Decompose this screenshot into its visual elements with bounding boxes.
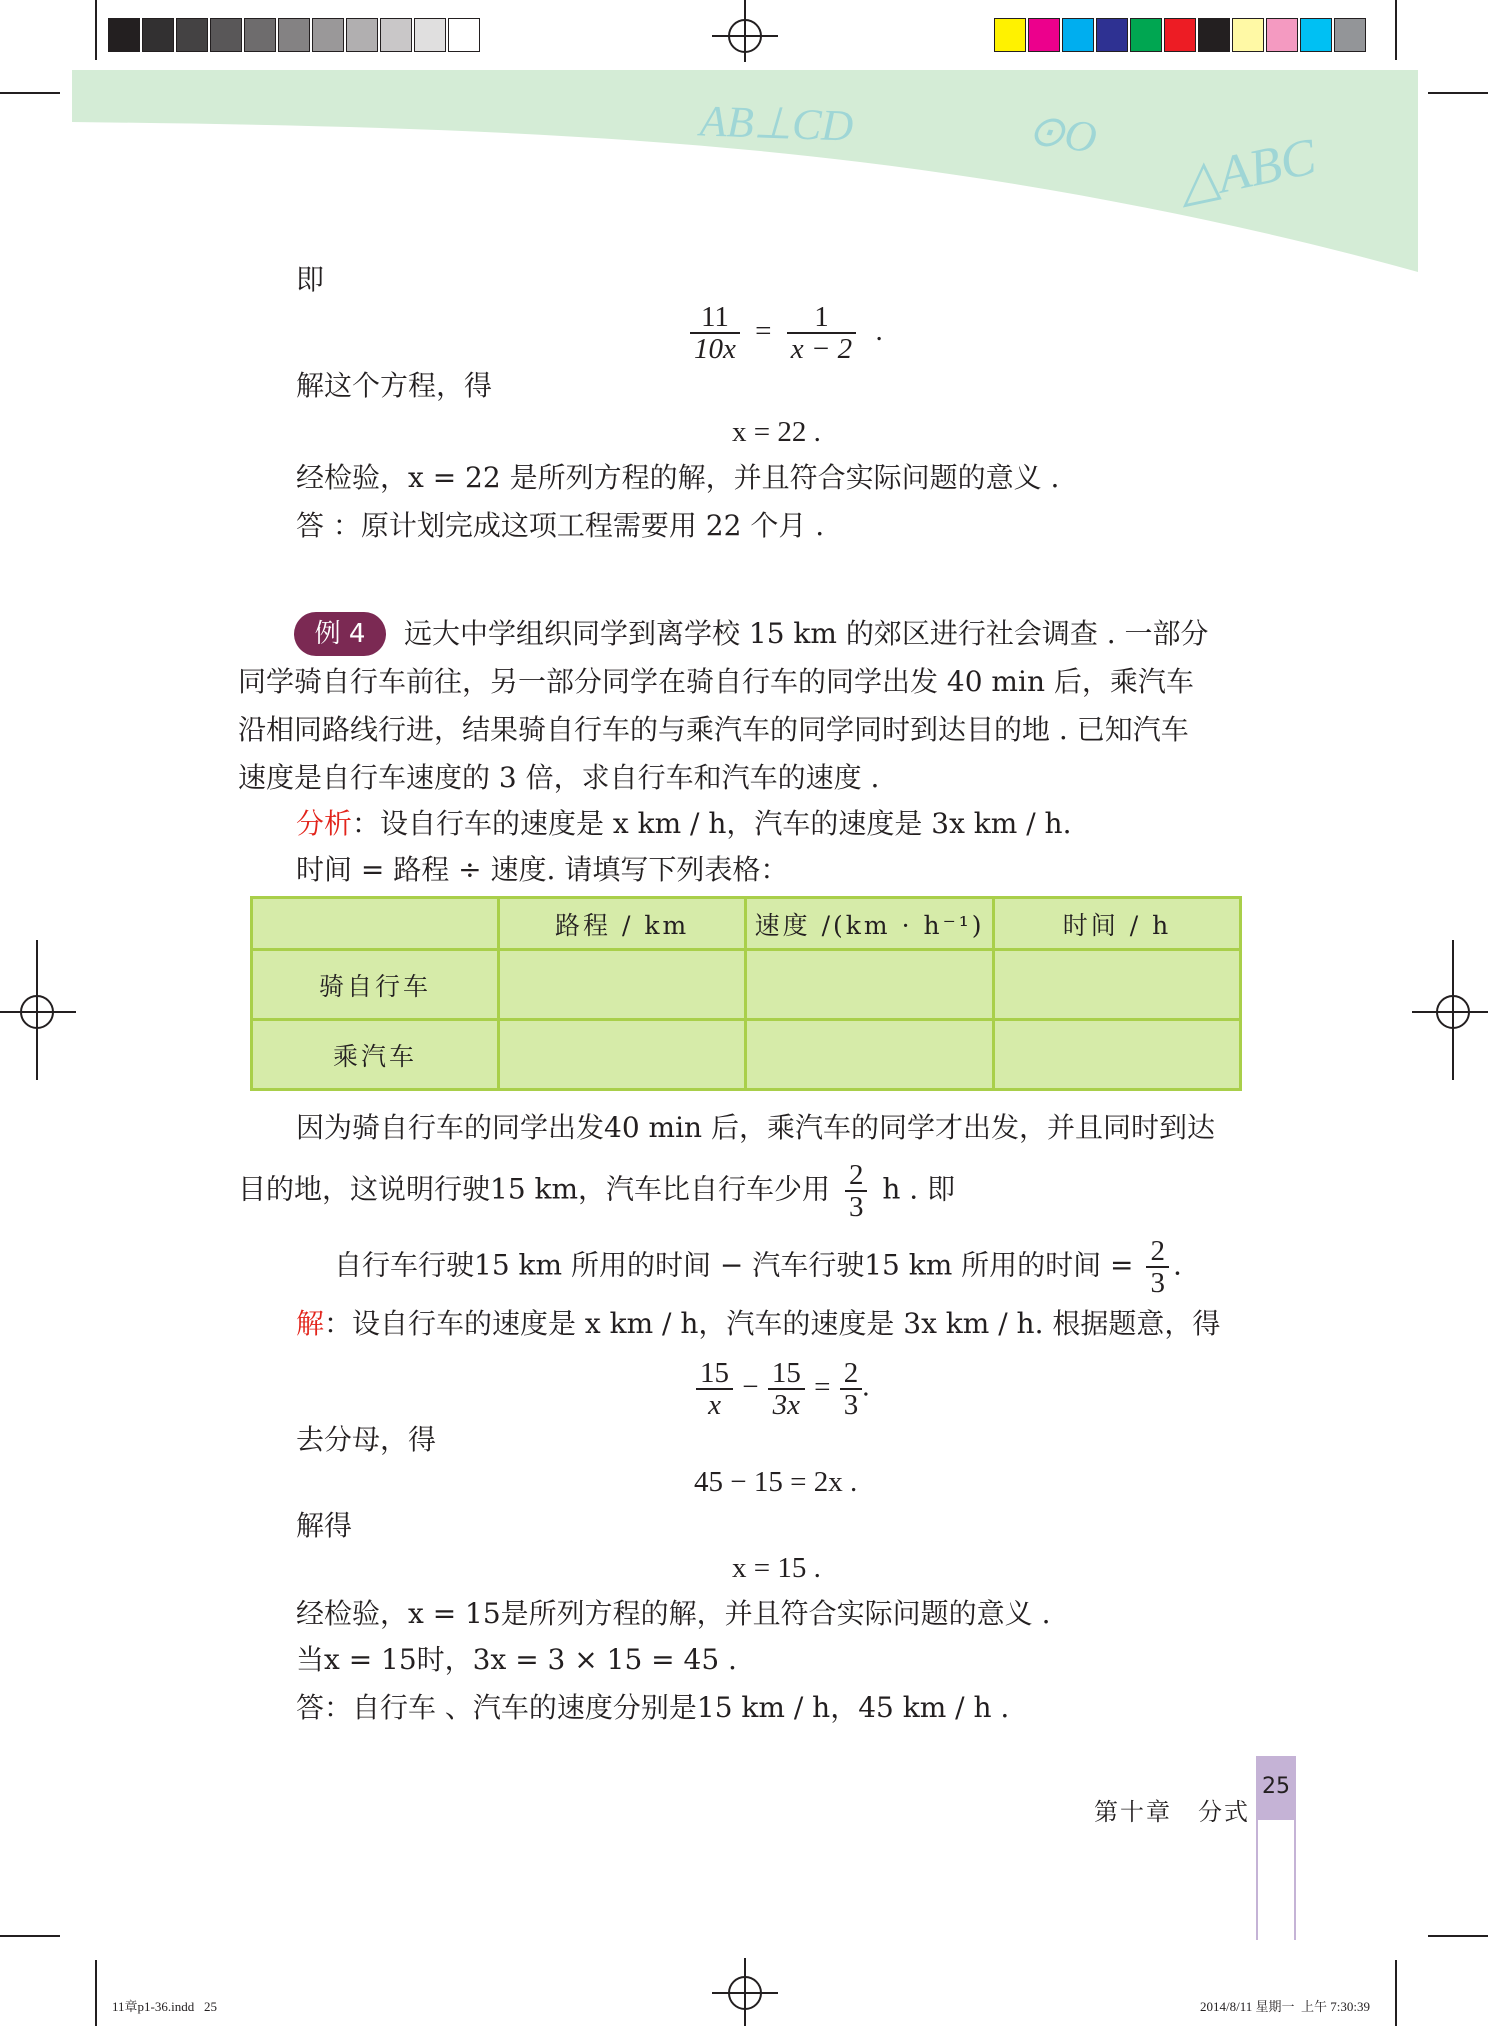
solution-text: ：设自行车的速度是 x km / h，汽车的速度是 3x km / h. 根据题意，得	[324, 1307, 1221, 1340]
analysis-label: 分析	[296, 807, 353, 840]
table-cell[interactable]	[746, 1020, 994, 1090]
solve-line: 解这个方程，得	[296, 369, 493, 402]
reasoning-line-3-text: 自行车行驶15 km 所用的时间 − 汽车行驶15 km 所用的时间 =	[334, 1248, 1134, 1282]
eq1-lhs-denominator: 10x	[694, 333, 736, 365]
header-symbol-circle: ⊙O	[1024, 104, 1100, 163]
equation-3: 45 − 15 = 2x .	[694, 1466, 858, 1498]
eq2-tail: .	[862, 1370, 870, 1403]
page-number: 25	[1262, 1774, 1290, 1799]
check-2: 经检验，x = 15是所列方程的解，并且符合实际问题的意义 .	[296, 1597, 1051, 1630]
table-row-label: 骑自行车	[252, 950, 499, 1020]
solution-line	[296, 1306, 1220, 1342]
table-header-cell: 速度 /(km · h⁻¹)	[746, 898, 994, 950]
check-1: 经检验，x = 22 是所列方程的解，并且符合实际问题的意义 .	[296, 461, 1060, 494]
answer-1: 答 ：原计划完成这项工程需要用 22 个月 .	[296, 509, 825, 542]
example-line-2: 同学骑自行车前往，另一部分同学在骑自行车的同学出发 40 min 后，乘汽车	[238, 665, 1194, 698]
table-header-cell: 路程 / km	[498, 898, 745, 950]
example-badge: 例 4	[294, 612, 386, 656]
example-line-4: 速度是自行车速度的 3 倍，求自行车和汽车的速度 .	[238, 761, 880, 794]
fraction-denominator: 3	[848, 1191, 864, 1223]
fraction-numerator: 2	[845, 1160, 868, 1192]
fill-in-table	[250, 896, 1242, 1091]
table-header-cell: 时间 / h	[993, 898, 1240, 950]
eq2-a-denominator: x	[708, 1389, 721, 1421]
header-symbol-triangle: △ABC	[1173, 128, 1321, 213]
table-cell[interactable]	[746, 950, 994, 1020]
example-line-3: 沿相同路线行进，结果骑自行车的与乘汽车的同学同时到达目的地 . 已知汽车	[238, 713, 1189, 746]
reasoning-line-3	[334, 1236, 1182, 1298]
header-symbol-perpendicular: AB⊥CD	[699, 96, 855, 151]
table-cell[interactable]	[498, 950, 745, 1020]
analysis-text: ：设自行车的速度是 x km / h，汽车的速度是 3x km / h.	[352, 807, 1072, 840]
reasoning-line-2-tail: h . 即	[882, 1172, 956, 1206]
eq2-a-numerator: 15	[696, 1358, 733, 1390]
fraction-denominator: 3	[1150, 1267, 1165, 1299]
table-header-row	[252, 898, 1241, 950]
file-info: 11章p1-36.indd 25	[112, 1999, 217, 2014]
print-timestamp: 2014/8/11 星期一 上午 7:30:39	[1200, 1999, 1370, 2014]
eq2-b-denominator: 3x	[772, 1389, 801, 1421]
reasoning-line-2-text: 目的地，这说明行驶15 km，汽车比自行车少用	[238, 1172, 831, 1206]
analysis-line-2: 时间 = 路程 ÷ 速度. 请填写下列表格：	[296, 853, 789, 886]
eq2-equals: =	[814, 1370, 831, 1403]
table-cell[interactable]	[993, 950, 1240, 1020]
example-line-1: 远大中学组织同学到离学校 15 km 的郊区进行社会调查 . 一部分	[404, 617, 1209, 650]
equation-2	[696, 1358, 869, 1420]
analysis-line	[296, 806, 1072, 842]
table-header-cell	[252, 898, 499, 950]
fraction-two-thirds	[1146, 1236, 1169, 1298]
table-row	[252, 950, 1241, 1020]
when-line: 当x = 15时，3x = 3 × 15 = 45 .	[296, 1643, 737, 1676]
reasoning-line-1: 因为骑自行车的同学出发40 min 后，乘汽车的同学才出发，并且同时到达	[296, 1111, 1215, 1144]
table-cell[interactable]	[498, 1020, 745, 1090]
step-1: 去分母，得	[296, 1423, 437, 1456]
step-2: 解得	[296, 1509, 353, 1542]
eq1-rhs-denominator: x − 2	[790, 333, 853, 365]
eq2-b-numerator: 15	[768, 1358, 805, 1390]
eq1-tail: .	[875, 314, 883, 347]
page-tab-line	[1256, 1820, 1296, 1940]
eq1-lhs-numerator: 11	[690, 302, 740, 334]
reasoning-line-2	[238, 1160, 955, 1222]
reasoning-line-3-tail: .	[1172, 1248, 1182, 1282]
table-row	[252, 1020, 1241, 1090]
result-1: x = 22 .	[732, 416, 821, 448]
equation-4: x = 15 .	[732, 1552, 821, 1584]
eq1-rhs-numerator: 1	[787, 302, 856, 334]
chapter-title: 第十章 分式	[1094, 1798, 1250, 1826]
eq2-c-denominator: 3	[843, 1389, 859, 1421]
eq2-c-numerator: 2	[840, 1358, 863, 1390]
solution-label: 解	[296, 1307, 325, 1340]
answer-2: 答：自行车 、汽车的速度分别是15 km / h，45 km / h .	[296, 1691, 1010, 1724]
table-row-label: 乘汽车	[252, 1020, 499, 1090]
fraction-numerator: 2	[1146, 1236, 1169, 1268]
text-ji: 即	[296, 263, 325, 296]
fraction-two-thirds	[845, 1160, 868, 1222]
eq2-minus: −	[742, 1370, 759, 1403]
equation-1: $\frac{11}{10x}$ = $\frac{1}{x - 2}$ .	[690, 302, 883, 364]
table-cell[interactable]	[993, 1020, 1240, 1090]
